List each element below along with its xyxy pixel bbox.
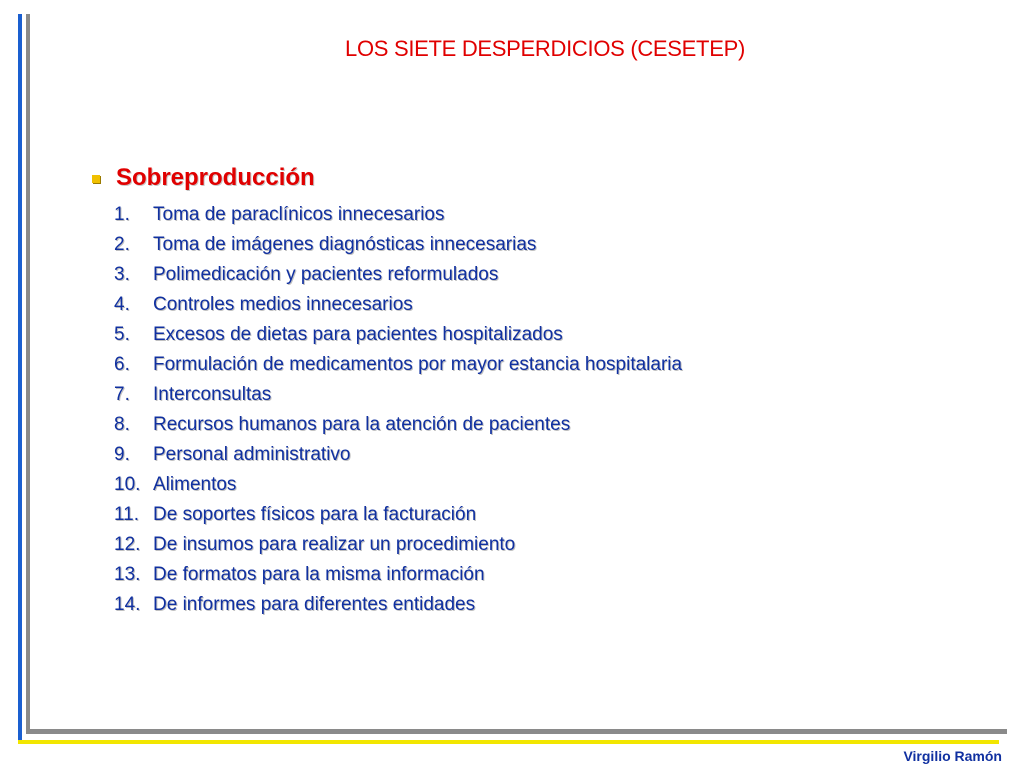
list-item [114,260,682,290]
frame-bottom-yellow-line [18,740,999,744]
list-item [114,530,682,560]
frame-bottom-gray-line [26,729,1007,734]
frame-left-gray-line [26,14,30,732]
numbered-list [114,200,682,620]
list-item [114,290,682,320]
list-item-text: De soportes físicos para la facturación [153,504,477,525]
slide-title: LOS SIETE DESPERDICIOS (CESETEP) [345,36,745,61]
list-item-text: De formatos para la misma información [153,564,485,585]
list-item-text: Controles medios innecesarios [153,294,413,315]
list-item-number: 5. [114,324,130,345]
author-footer: Virgilio Ramón [903,748,1002,764]
list-item [114,560,682,590]
list-item [114,230,682,260]
list-item [114,380,682,410]
list-item [114,200,682,230]
list-item-number: 4. [114,294,130,315]
list-item-text: Toma de imágenes diagnósticas innecesarias [153,234,537,255]
list-item-number: 3. [114,264,130,285]
list-item-text: Alimentos [153,474,237,495]
frame-left-blue-line [18,14,22,744]
list-item-text: Recursos humanos para la atención de pacientes [153,414,571,435]
list-item-number: 13. [114,564,141,585]
list-item [114,590,682,620]
list-item [114,410,682,440]
list-item-number: 14. [114,594,141,615]
list-item-number: 12. [114,534,141,555]
list-item-text: De informes para diferentes entidades [153,594,476,615]
list-item-number: 10. [114,474,141,495]
list-item-text: Formulación de medicamentos por mayor estancia hospitalaria [153,354,683,375]
list-item-text: Interconsultas [153,384,272,405]
list-item-number: 8. [114,414,130,435]
list-item-text: Toma de paraclínicos innecesarios [153,204,445,225]
list-item-number: 1. [114,204,130,225]
bullet-heading-row [92,164,315,192]
list-item-text: Polimedicación y pacientes reformulados [153,264,499,285]
list-item-number: 6. [114,354,130,375]
list-item [114,500,682,530]
list-item-text: Excesos de dietas para pacientes hospitalizados [153,324,563,345]
list-item-text: De insumos para realizar un procedimiento [153,534,516,555]
list-item-number: 2. [114,234,130,255]
list-item-text: Personal administrativo [153,444,351,465]
list-item-number: 11. [114,504,140,525]
list-item [114,440,682,470]
list-item-number: 7. [114,384,130,405]
list-item-number: 9. [114,444,130,465]
bullet-square-icon [92,175,100,183]
bullet-heading: Sobreproducción [116,164,315,191]
list-item [114,320,682,350]
list-item [114,350,682,380]
list-item [114,470,682,500]
